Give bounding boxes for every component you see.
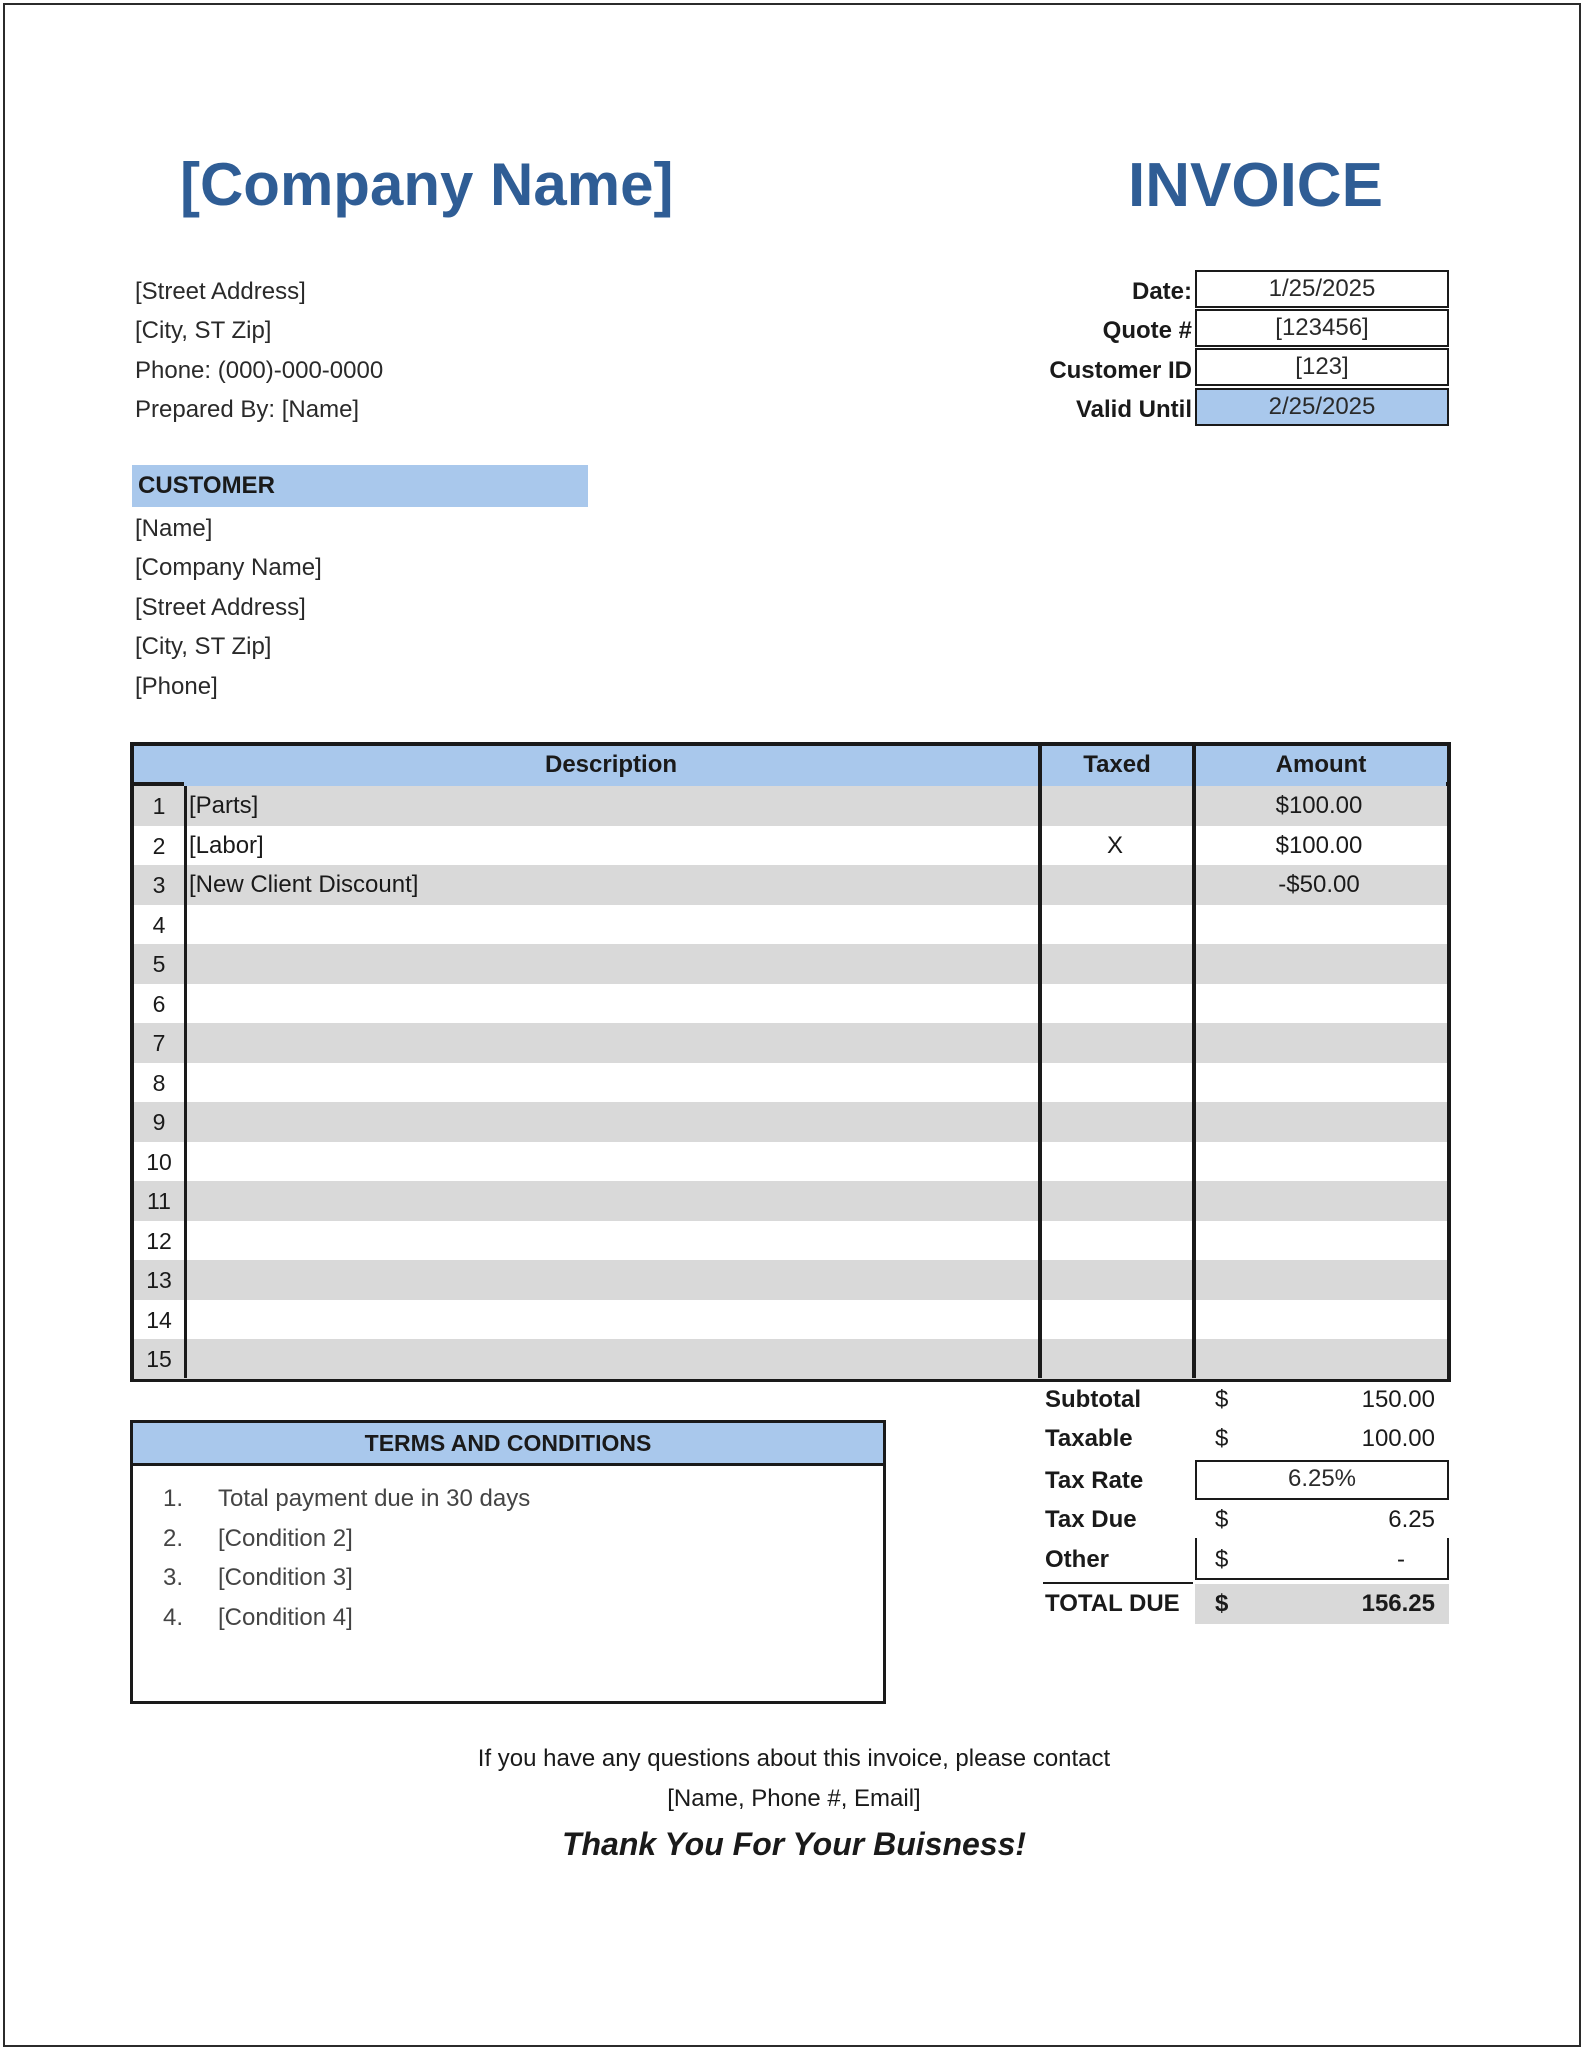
column-divider <box>184 786 187 1378</box>
terms-and-conditions <box>130 1420 886 1704</box>
amount-header: Amount <box>1196 746 1446 786</box>
customer-company[interactable]: [Company Name] <box>135 554 322 581</box>
customer-street-address[interactable]: [Street Address] <box>135 594 306 621</box>
customer-name[interactable]: [Name] <box>135 515 213 542</box>
item-description[interactable]: [Labor] <box>189 831 264 859</box>
tax-rate-field[interactable]: 6.25% <box>1195 1460 1449 1500</box>
term-number: 2. <box>163 1525 184 1552</box>
tax-due-currency: $ <box>1215 1506 1229 1533</box>
term-text: [Condition 2] <box>218 1525 353 1552</box>
taxed-header: Taxed <box>1042 746 1192 786</box>
subtotal-label: Subtotal <box>1045 1386 1141 1413</box>
tax-due-value: 6.25 <box>1388 1506 1435 1533</box>
table-row[interactable] <box>134 1142 1447 1182</box>
row-number: 15 <box>146 1346 172 1372</box>
table-row[interactable] <box>134 786 1447 826</box>
company-street-address[interactable]: [Street Address] <box>135 278 306 305</box>
company-name[interactable]: [Company Name] <box>180 151 674 218</box>
column-divider <box>1192 746 1196 1378</box>
row-number: 11 <box>147 1188 171 1214</box>
row-number: 10 <box>146 1148 172 1175</box>
item-description[interactable]: [Parts] <box>189 792 259 819</box>
thank-you-message: Thank You For Your Buisness! <box>561 1826 1027 1862</box>
taxable-currency: $ <box>1215 1425 1229 1452</box>
table-row[interactable] <box>134 984 1447 1024</box>
term-text: [Condition 4] <box>218 1604 353 1631</box>
row-number: 2 <box>152 832 166 859</box>
quote-number-field[interactable]: [123456] <box>1195 309 1449 347</box>
table-row[interactable] <box>134 1023 1447 1063</box>
table-row[interactable] <box>134 1102 1447 1142</box>
tax-rate-label: Tax Rate <box>1045 1467 1144 1494</box>
date-field[interactable]: 1/25/2025 <box>1195 270 1449 308</box>
item-taxed[interactable]: X <box>1106 831 1123 859</box>
invoice-title: INVOICE <box>1128 151 1383 220</box>
company-city-state-zip[interactable]: [City, ST Zip] <box>135 317 272 344</box>
quote-number-label: Quote # <box>1102 317 1192 344</box>
row-number: 12 <box>146 1227 172 1254</box>
column-divider <box>1038 746 1042 1378</box>
customer-heading: CUSTOMER <box>132 465 588 507</box>
table-row[interactable] <box>134 944 1447 984</box>
customer-id-field[interactable]: [123] <box>1195 348 1449 386</box>
line-items-table <box>130 742 1451 1382</box>
row-number: 7 <box>152 1030 166 1056</box>
row-number: 13 <box>146 1267 172 1293</box>
prepared-by[interactable]: Prepared By: [Name] <box>135 396 360 423</box>
table-row[interactable] <box>134 1221 1447 1261</box>
row-number: 1 <box>152 793 166 819</box>
company-phone[interactable]: Phone: (000)-000-0000 <box>135 357 384 384</box>
valid-until-label: Valid Until <box>1075 396 1192 423</box>
valid-until-field[interactable]: 2/25/2025 <box>1195 388 1449 426</box>
tax-due-label: Tax Due <box>1045 1506 1137 1533</box>
other-value: - <box>1397 1546 1405 1573</box>
customer-city-state-zip[interactable]: [City, ST Zip] <box>135 633 272 660</box>
table-row[interactable] <box>134 905 1447 945</box>
description-header: Description <box>184 746 1038 786</box>
total-due-value: 156.25 <box>1361 1590 1435 1617</box>
terms-heading: TERMS AND CONDITIONS <box>133 1423 883 1466</box>
row-number: 3 <box>152 872 166 898</box>
total-due-label: TOTAL DUE <box>1045 1590 1180 1617</box>
table-row[interactable] <box>134 826 1447 866</box>
table-row[interactable] <box>134 1181 1447 1221</box>
customer-phone[interactable]: [Phone] <box>135 673 218 700</box>
row-number: 14 <box>146 1306 172 1333</box>
row-number: 4 <box>152 911 166 938</box>
item-amount[interactable]: $100.00 <box>1275 831 1363 859</box>
term-text: [Condition 3] <box>218 1564 353 1591</box>
subtotal-value: 150.00 <box>1361 1386 1435 1413</box>
table-row[interactable] <box>134 865 1447 905</box>
other-currency: $ <box>1215 1546 1229 1573</box>
other-label: Other <box>1045 1546 1110 1573</box>
term-number: 3. <box>163 1564 184 1591</box>
item-description[interactable]: [New Client Discount] <box>189 871 419 898</box>
taxable-value: 100.00 <box>1361 1425 1435 1452</box>
term-number: 1. <box>163 1485 184 1512</box>
contact-prompt: If you have any questions about this invoice, please contact <box>477 1745 1111 1772</box>
table-row[interactable] <box>134 1260 1447 1300</box>
customer-id-label: Customer ID <box>1049 357 1192 384</box>
subtotal-currency: $ <box>1215 1386 1229 1413</box>
item-amount[interactable]: -$50.00 <box>1278 871 1360 898</box>
row-number: 6 <box>152 990 166 1017</box>
row-number: 8 <box>152 1069 166 1096</box>
item-amount[interactable]: $100.00 <box>1275 792 1363 819</box>
table-row[interactable] <box>134 1339 1447 1379</box>
date-label: Date: <box>1131 278 1192 305</box>
total-divider <box>1043 1582 1193 1584</box>
row-number: 5 <box>152 951 166 977</box>
row-number: 9 <box>152 1109 166 1135</box>
contact-details[interactable]: [Name, Phone #, Email] <box>667 1785 921 1812</box>
total-due-currency: $ <box>1215 1590 1229 1617</box>
term-number: 4. <box>163 1604 184 1631</box>
taxable-label: Taxable <box>1045 1425 1133 1452</box>
term-text: Total payment due in 30 days <box>218 1485 531 1512</box>
table-row[interactable] <box>134 1063 1447 1103</box>
table-row[interactable] <box>134 1300 1447 1340</box>
